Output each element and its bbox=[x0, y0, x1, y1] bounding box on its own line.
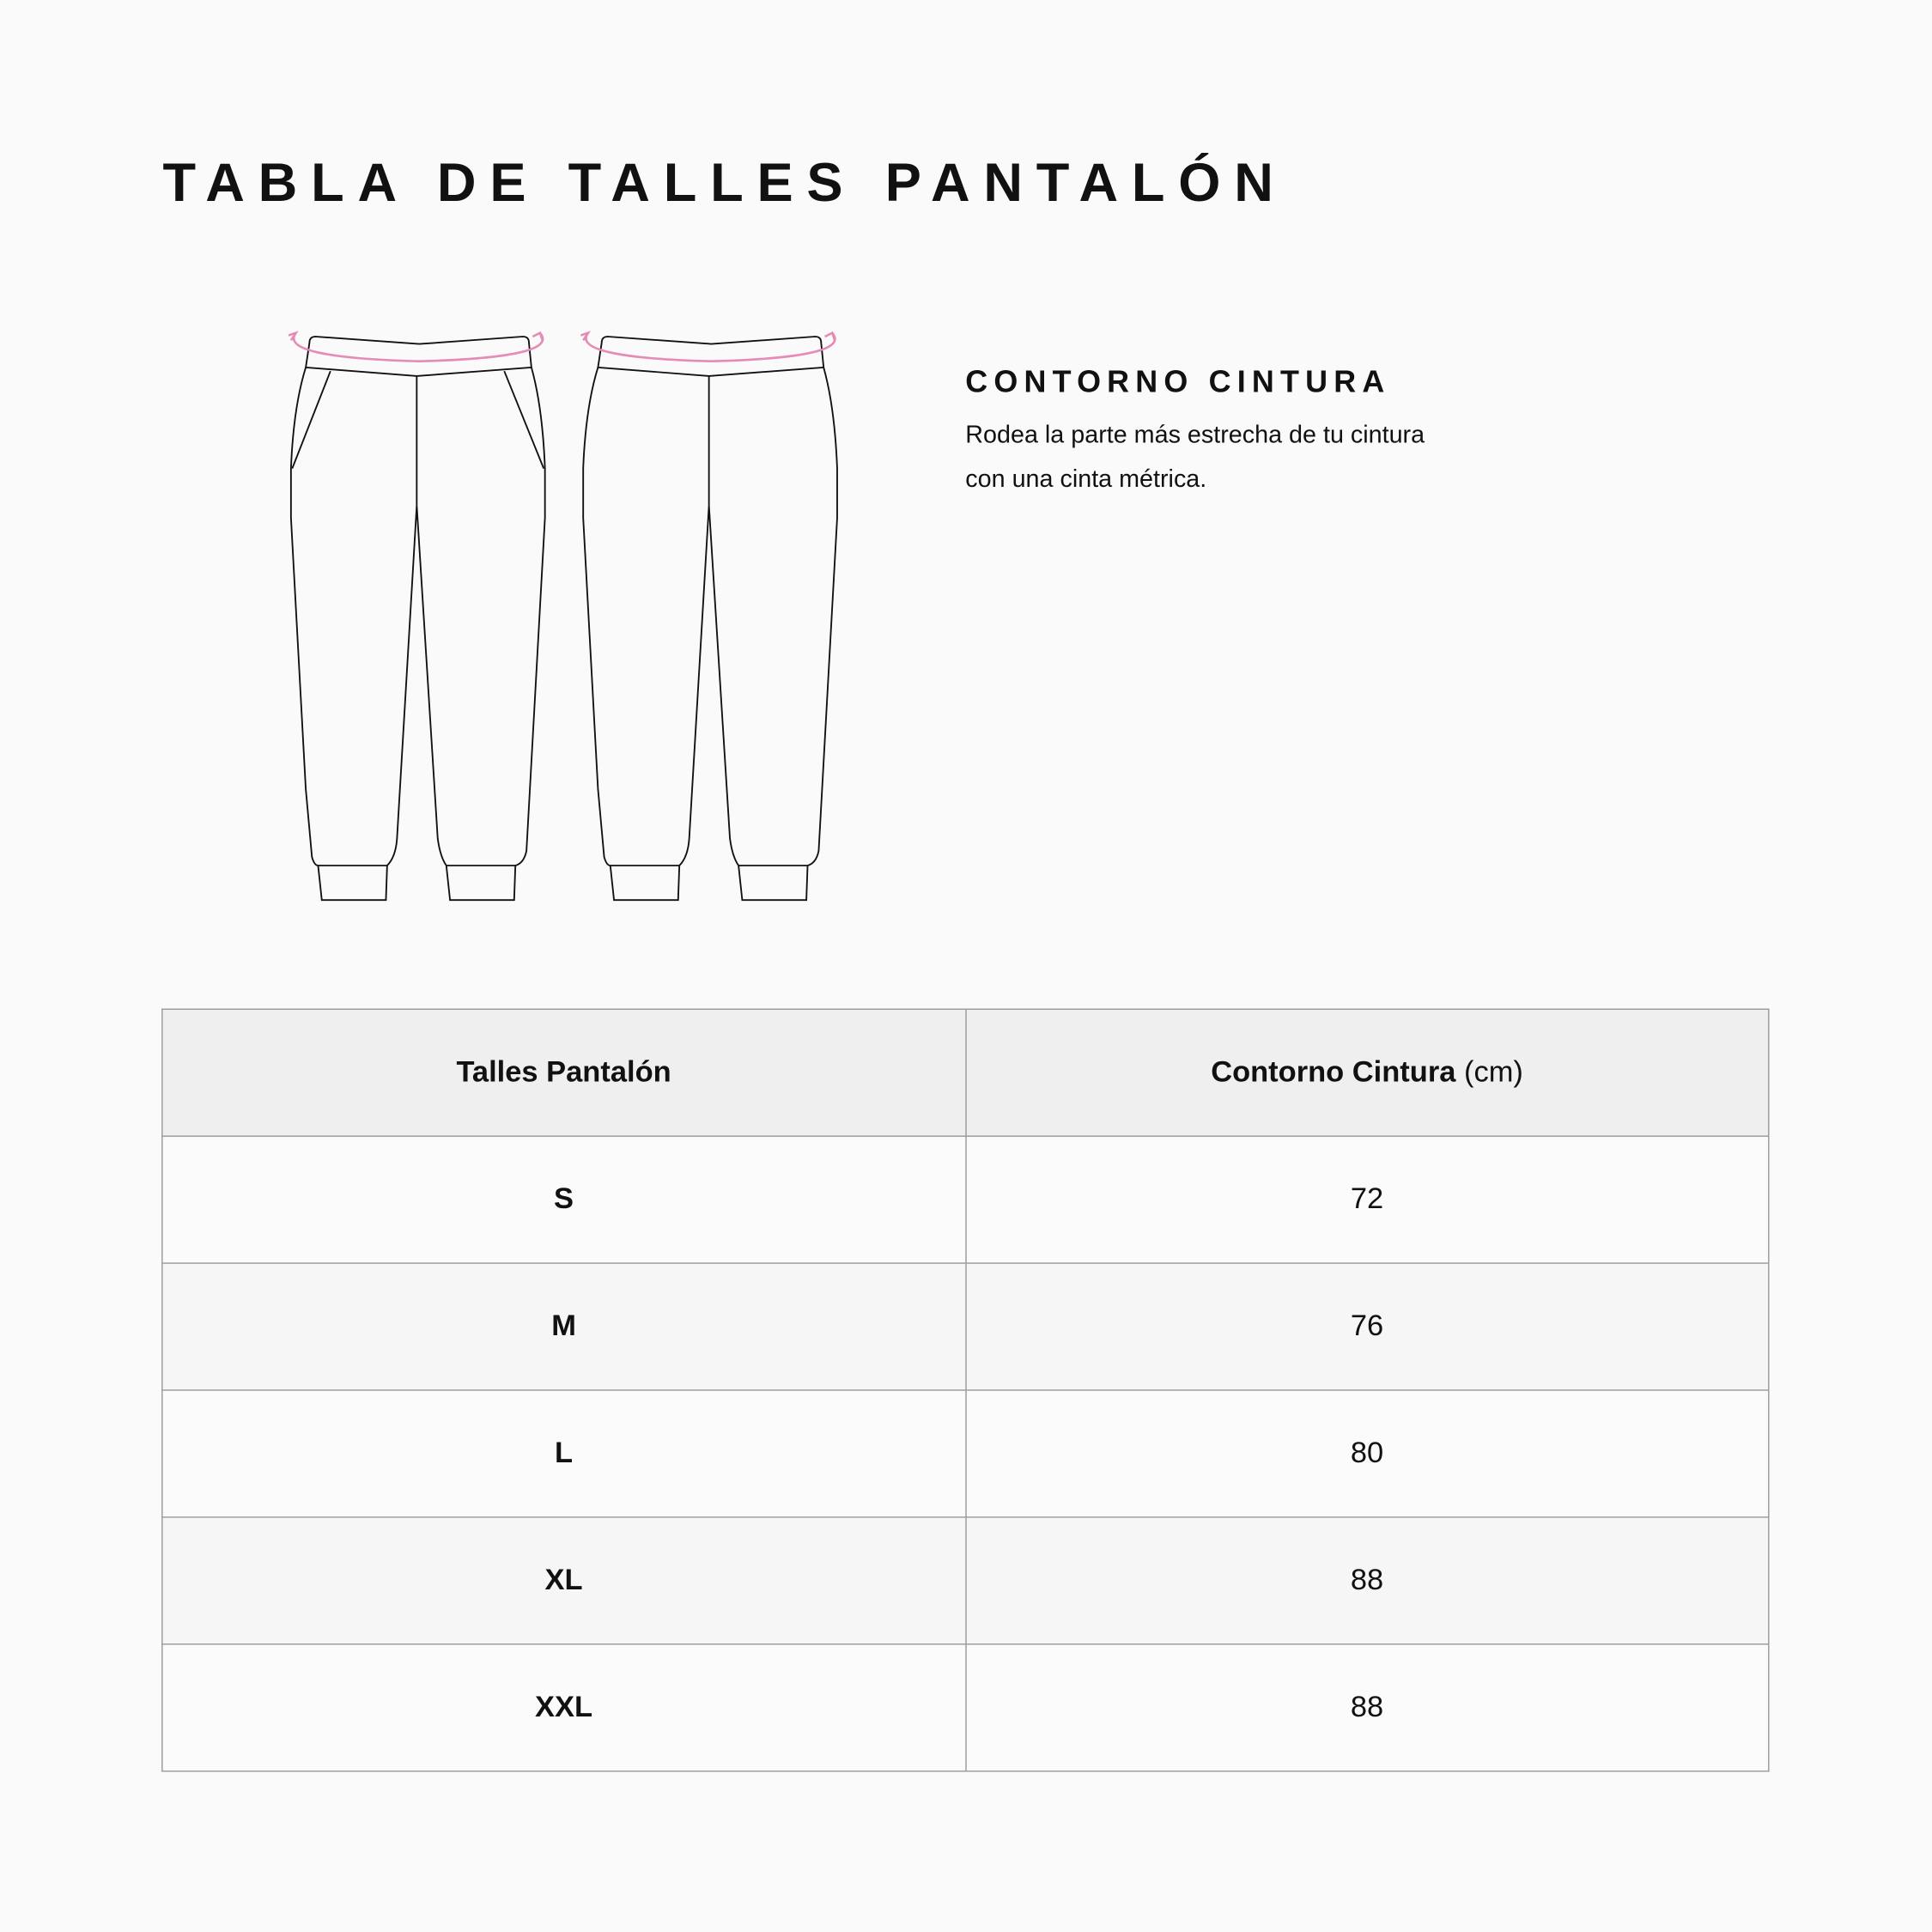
table-header-row bbox=[162, 1009, 1769, 1136]
header-waist-unit: (cm) bbox=[1463, 1055, 1523, 1089]
table-row bbox=[162, 1136, 1769, 1263]
waist-cell: 80 bbox=[965, 1390, 1768, 1517]
size-cell: M bbox=[162, 1263, 965, 1390]
page-title: TABLA DE TALLES PANTALÓN bbox=[162, 153, 1287, 214]
measure-description: Rodea la parte más estrecha de tu cintura con una cinta métrica. bbox=[965, 422, 1425, 494]
measure-info bbox=[965, 365, 1458, 501]
waist-cell: 72 bbox=[965, 1136, 1768, 1263]
waist-cell: 88 bbox=[965, 1644, 1768, 1771]
pants-front-icon bbox=[289, 333, 545, 901]
size-cell: L bbox=[162, 1390, 965, 1517]
measure-heading: CONTORNO CINTURA bbox=[965, 365, 1391, 400]
waist-cell: 88 bbox=[965, 1517, 1768, 1644]
table-row bbox=[162, 1263, 1769, 1390]
table-row bbox=[162, 1517, 1769, 1644]
header-waist bbox=[965, 1009, 1768, 1136]
header-size: Talles Pantalón bbox=[162, 1009, 965, 1136]
size-cell: S bbox=[162, 1136, 965, 1263]
table-row bbox=[162, 1644, 1769, 1771]
size-cell: XXL bbox=[162, 1644, 965, 1771]
size-table bbox=[161, 1009, 1769, 1772]
pants-illustration bbox=[0, 0, 937, 937]
waist-cell: 76 bbox=[965, 1263, 1768, 1390]
size-cell: XL bbox=[162, 1517, 965, 1644]
table-row bbox=[162, 1390, 1769, 1517]
pants-back-icon bbox=[580, 333, 837, 901]
header-waist-label: Contorno Cintura bbox=[1211, 1055, 1456, 1089]
